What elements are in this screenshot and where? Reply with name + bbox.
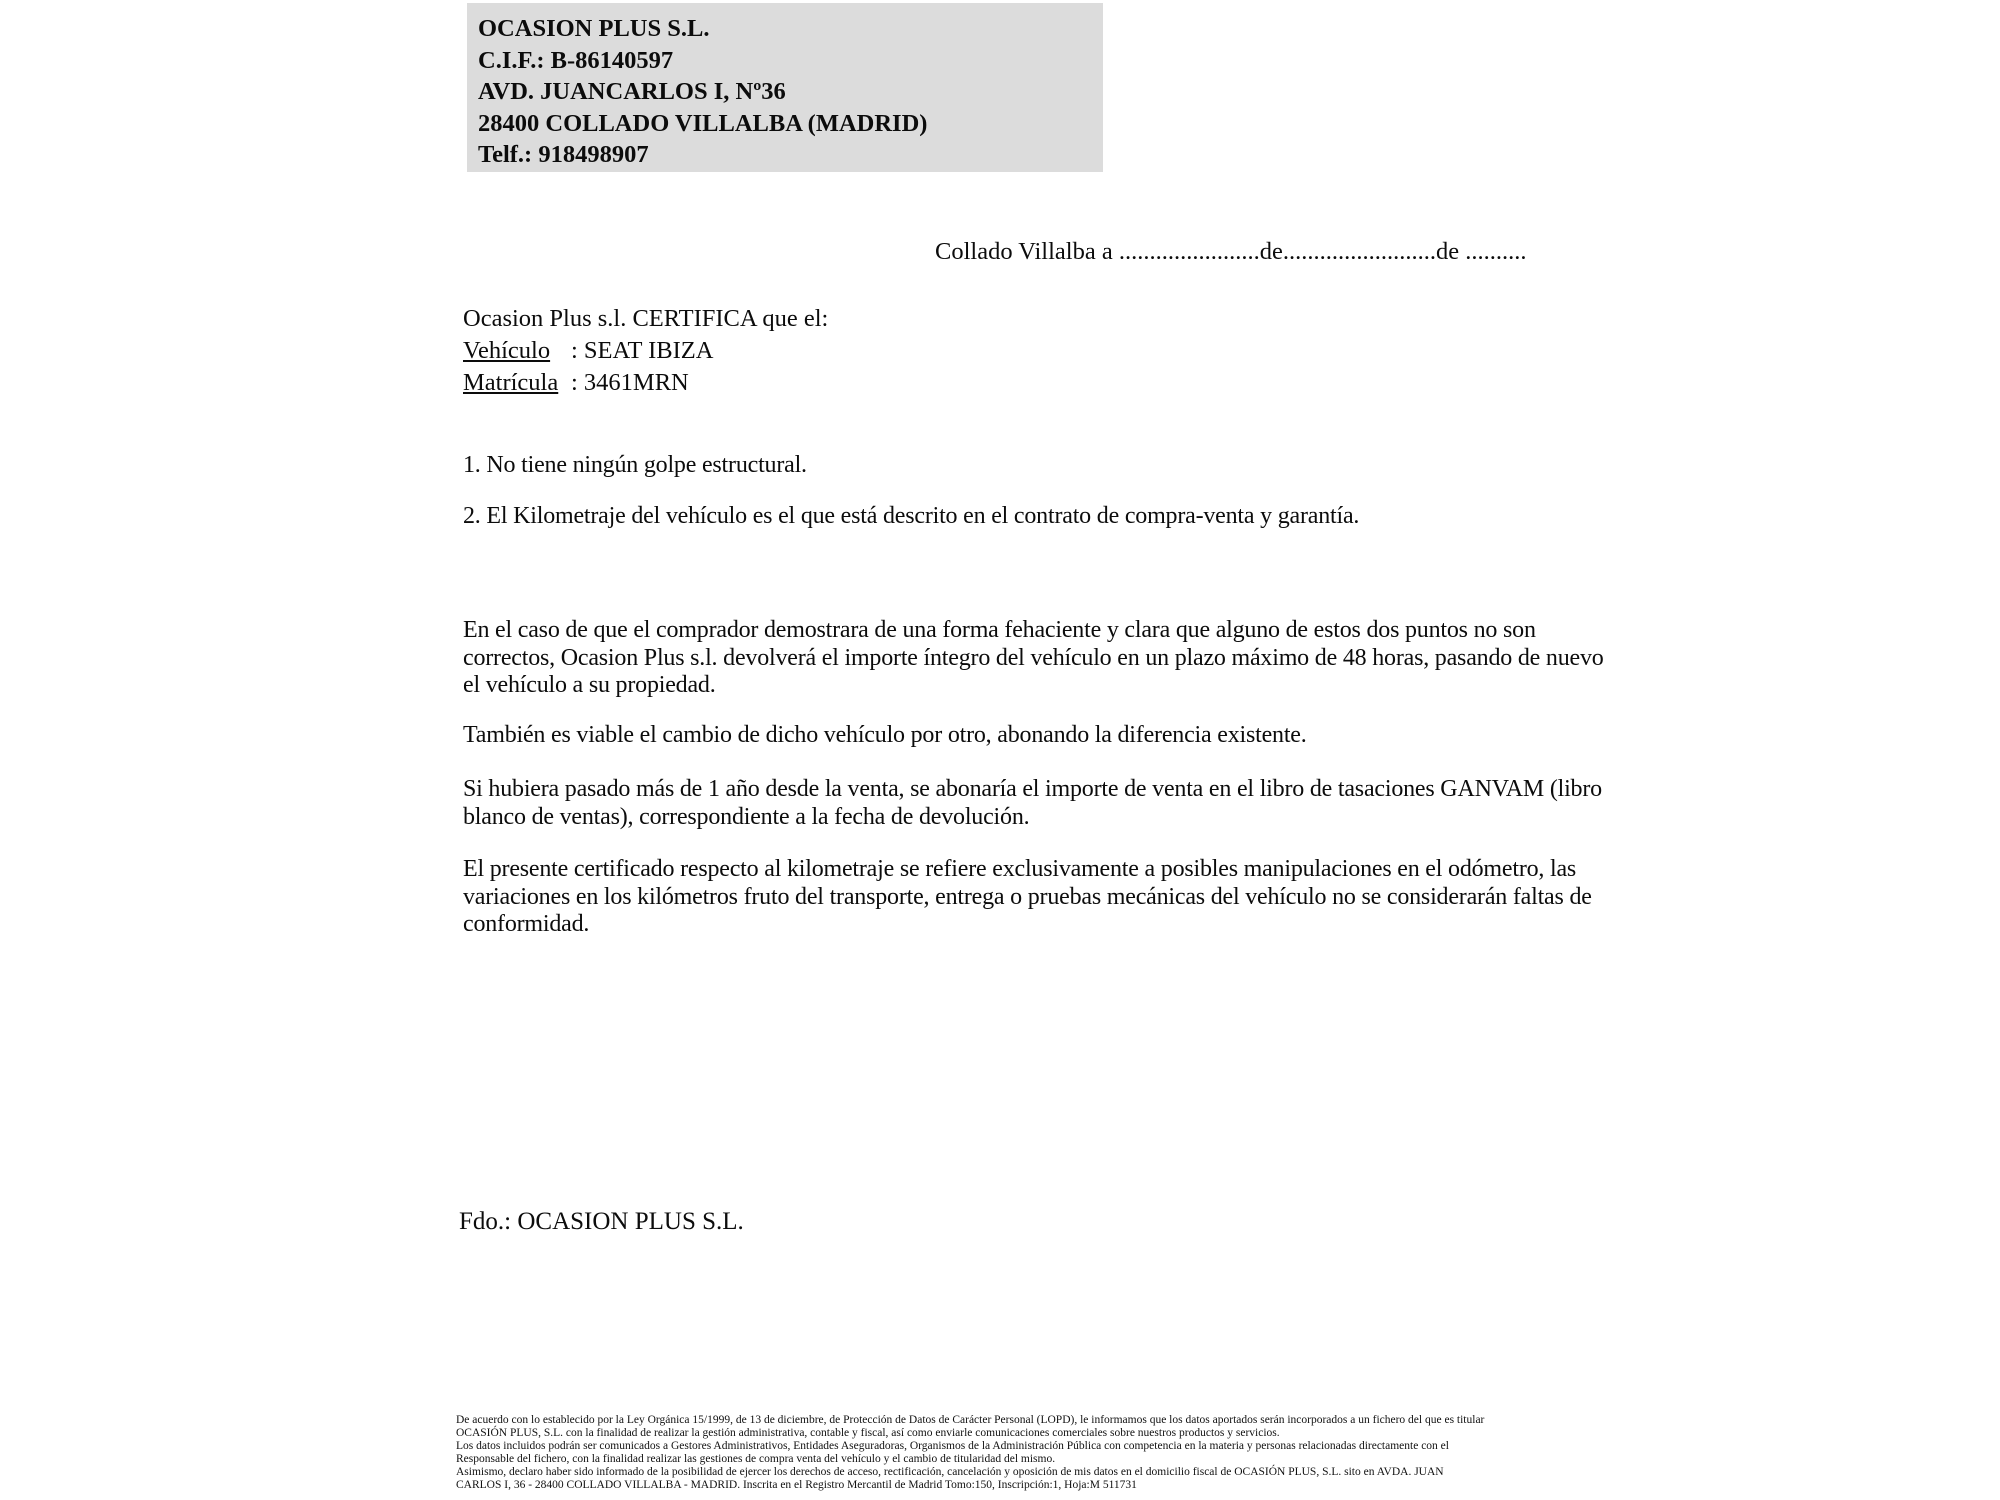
paragraph-vehicle-exchange: También es viable el cambio de dicho vehículo por otro, abonando la diferencia existente. — [463, 722, 1307, 748]
company-phone: Telf.: 918498907 — [478, 141, 649, 168]
vehicle-value: : SEAT IBIZA — [571, 337, 714, 364]
signature-line: Fdo.: OCASION PLUS S.L. — [459, 1208, 744, 1235]
legal-line: OCASIÓN PLUS, S.L. con la finalidad de realizar la gestión administrativa, contable y fiscal, así como enviarle comunicaciones comerciales sobre nuestros productos y servicios. — [456, 1427, 1280, 1439]
legal-line: Responsable del fichero, con la finalidad realizar las gestiones de compra venta del vehículo y el cambio de titularidad del mismo. — [456, 1453, 1056, 1465]
company-cif: C.I.F.: B-86140597 — [478, 46, 674, 74]
legal-line: De acuerdo con lo establecido por la Ley Orgánica 15/1999, de 13 de diciembre, de Protección de Datos de Carácter Personal (LOPD), le informamos que los datos aportados serán incorporados a un fichero del que es titular — [456, 1414, 1485, 1426]
legal-line: Los datos incluidos podrán ser comunicados a Gestores Administrativos, Entidades Aseguradoras, Organismos de la Administración Pública con competencia en la materia y personas relacionadas directamente con el — [456, 1440, 1449, 1452]
plate-label: Matrícula — [463, 368, 559, 396]
plate-field-row — [463, 367, 828, 399]
company-header-box — [467, 3, 1103, 172]
company-name: OCASION PLUS S.L. — [478, 15, 710, 42]
vehicle-label: Vehículo — [463, 337, 551, 364]
plate-value: : 3461MRN — [571, 368, 689, 396]
company-city: 28400 COLLADO VILLALBA (MADRID) — [478, 109, 928, 137]
certify-block — [463, 303, 828, 398]
date-blank-line: Collado Villalba a .......................de.........................de .......... — [935, 238, 1527, 265]
clause-mileage: 2. El Kilometraje del vehículo es el que está descrito en el contrato de compra-venta y garantía. — [463, 503, 1360, 529]
legal-footer — [456, 1414, 1484, 1492]
clause-structural-damage: 1. No tiene ningún golpe estructural. — [463, 452, 807, 478]
legal-line: CARLOS I, 36 - 28400 COLLADO VILLALBA - MADRID. Inscrita en el Registro Mercantil de Madrid Tomo:150, Inscripción:1, Hoja:M 511731 — [456, 1479, 1137, 1491]
paragraph-refund-guarantee: En el caso de que el comprador demostrara de una forma fehaciente y clara que alguno de estos dos puntos no son correctos, Ocasion Plus s.l. devolverá el importe íntegro del vehículo en un plazo máximo de 48 horas, pasando de nuevo el vehículo a su propiedad. — [463, 617, 1604, 698]
legal-line: Asimismo, declaro haber sido informado de la posibilidad de ejercer los derechos de acceso, rectificación, cancelación y oposición de mis datos en el domicilio fiscal de OCASIÓN PLUS, S.L. sito en AVDA. JUAN — [456, 1466, 1444, 1478]
company-address: AVD. JUANCARLOS I, Nº36 — [478, 78, 786, 105]
certify-intro: Ocasion Plus s.l. CERTIFICA que el: — [463, 305, 829, 332]
paragraph-odometer-disclaimer: El presente certificado respecto al kilometraje se refiere exclusivamente a posibles manipulaciones en el odómetro, las variaciones en los kilómetros fruto del transporte, entrega o pruebas mecánicas del vehículo no se considerarán faltas de conformidad. — [463, 856, 1592, 937]
paragraph-ganvam-valuation: Si hubiera pasado más de 1 año desde la venta, se abonaría el importe de venta en el libro de tasaciones GANVAM (libro blanco de ventas), correspondiente a la fecha de devolución. — [463, 776, 1602, 830]
vehicle-field-row — [463, 335, 828, 367]
